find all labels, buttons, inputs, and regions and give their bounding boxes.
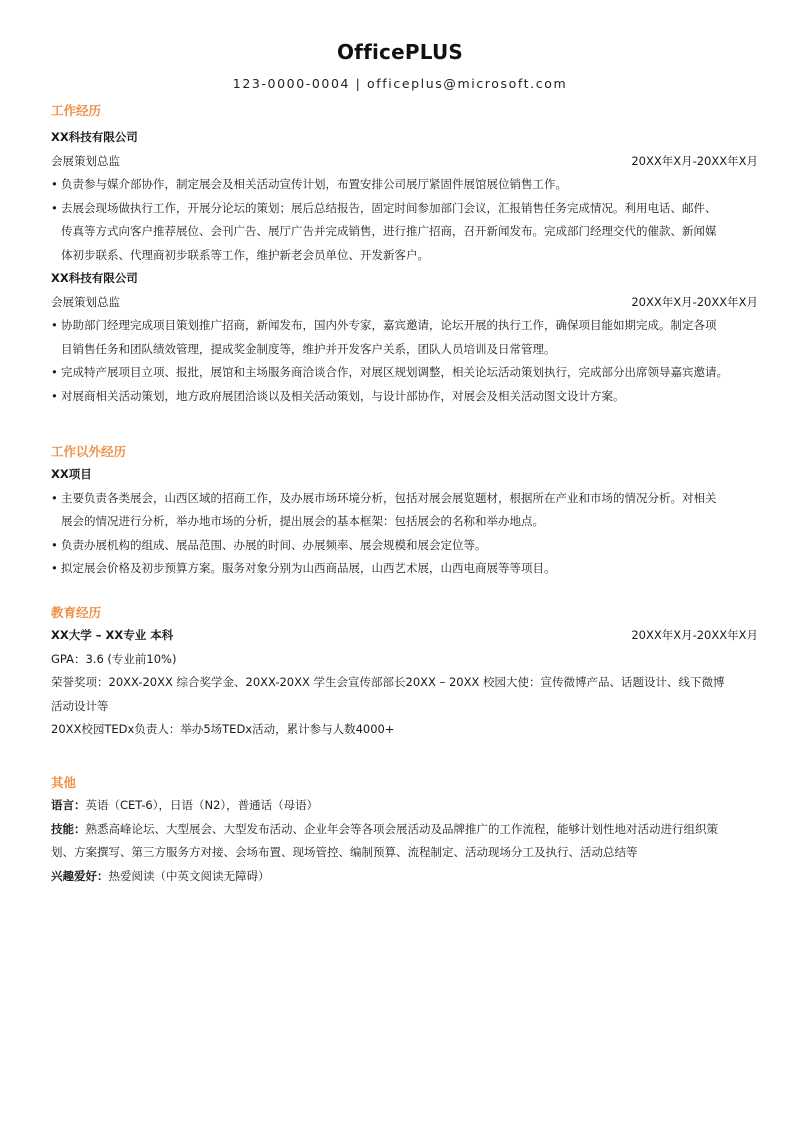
hobby-value: 热爱阅读（中英文阅读无障碍） [108, 868, 270, 883]
honors-line: 活动设计等 [51, 698, 109, 713]
bullet-line: • 完成特产展项目立项、报批，展馆和主场服务商洽谈合作，对展区规划调整，相关论坛活动策划执行，完成部分出席领导嘉宾邀请。 [61, 365, 728, 379]
bullet-line: • 协助部门经理完成项目策划推广招商，新闻发布，国内外专家，嘉宾邀请，论坛开展的执行工作，确保项目能如期完成。制定各项 [61, 318, 717, 332]
job-bullet [51, 197, 758, 268]
job-date: 20XX年X月-20XX年X月 [631, 153, 758, 168]
school-name: XX大学 – XX专业 本科 [51, 628, 174, 642]
skills-line: 熟悉高峰论坛、大型展会、大型发布活动、企业年会等各项会展活动及品牌推广的工作流程，能够计划性地对活动进行组织策 [85, 821, 718, 836]
bullet-line: 展会的情况进行分析，举办地市场的分析，提出展会的基本框架：包括展会的名称和举办地点。 [61, 514, 544, 528]
contact-line: 123-0000-0004 | officeplus@microsoft.com [232, 76, 568, 91]
job-role: 会展策划总监 [51, 294, 120, 309]
language-value: 英语（CET-6），日语（N2），普通话（母语） [85, 798, 319, 812]
job-role-row [51, 150, 758, 174]
skills-label: 技能： [51, 821, 86, 836]
job-bullet [51, 314, 758, 361]
job-bullet [51, 361, 758, 385]
bullet-line: 传真等方式向客户推荐展位、会刊广告、展厅广告并完成销售，进行推广招商，召开新闻发布。完成部门经理交代的催款、新闻媒 [61, 224, 717, 238]
honors-line: 荣誉奖项：20XX-20XX 综合奖学金、20XX-20XX 学生会宣传部部长20XX – 20XX 校园大使：宣传微博产品、话题设计、线下微博 [51, 675, 725, 689]
bullet-line: • 负责办展机构的组成、展品范围、办展的时间、办展频率、展会规模和展会定位等。 [61, 537, 487, 552]
hobby-row [51, 865, 758, 889]
job-role-row [51, 291, 758, 315]
section-title-work: 工作经历 [51, 103, 102, 118]
bullet-line: 体初步联系、代理商初步联系等工作，维护新老会员单位、开发新客户。 [61, 247, 429, 262]
job-bullet [51, 173, 758, 197]
job-date: 20XX年X月-20XX年X月 [631, 294, 758, 309]
project-name: XX项目 [51, 467, 92, 481]
job-bullet [51, 385, 758, 409]
company-name: XX科技有限公司 [51, 130, 138, 144]
bullet-line: • 去展会现场做执行工作，开展分论坛的策划；展后总结报告，固定时间参加部门会议，汇报销售任务完成情况。利用电话、邮件、 [61, 200, 717, 215]
language-label: 语言： [51, 798, 86, 812]
bullet-line: 目销售任务和团队绩效管理，提成奖金制度等，维护并开发客户关系，团队人员培训及日常管理。 [61, 341, 556, 356]
bullet-line: • 拟定展会价格及初步预算方案。服务对象分别为山西商品展，山西艺术展，山西电商展等等项目。 [61, 561, 556, 575]
project-bullet [51, 557, 758, 581]
honors [51, 671, 758, 718]
project-bullet [51, 487, 758, 534]
bullet-line: • 主要负责各类展会，山西区域的招商工作，及办展市场环境分析，包括对展会展览题材，根据所在产业和市场的情况分析。对相关 [61, 490, 717, 505]
skills-line: 划、方案撰写、第三方服务方对接、会场布置、现场管控、编制预算、流程制定、活动现场分工及执行、活动总结等 [51, 845, 638, 859]
bullet-line: • 负责参与媒介部协作，制定展会及相关活动宣传计划，布置安排公司展厅紧固件展馆展位销售工作。 [61, 177, 567, 191]
candidate-name: OfficePLUS [336, 40, 463, 64]
skills-row [51, 818, 758, 865]
language-row [51, 794, 758, 818]
company-name: XX科技有限公司 [51, 271, 138, 285]
section-title-other: 其他 [51, 775, 77, 790]
extra-section [51, 441, 758, 581]
education-section [51, 602, 758, 742]
section-title-education: 教育经历 [51, 605, 102, 620]
section-title-extra: 工作以外经历 [51, 444, 127, 459]
project-bullet [51, 534, 758, 558]
other-section [51, 772, 758, 888]
bullet-line: • 对展商相关活动策划，地方政府展团洽谈以及相关活动策划，与设计部协作，对展会及相关活动图文设计方案。 [61, 388, 625, 403]
tedx-line: 20XX校园TEDx负责人：举办5场TEDx活动，累计参与人数4000+ [51, 722, 395, 736]
school-date: 20XX年X月-20XX年X月 [631, 628, 758, 642]
gpa: GPA：3.6 (专业前10%) [51, 651, 177, 666]
hobby-label: 兴趣爱好： [51, 868, 109, 883]
school-row [51, 624, 758, 648]
work-section [51, 100, 758, 408]
job-role: 会展策划总监 [51, 153, 120, 168]
